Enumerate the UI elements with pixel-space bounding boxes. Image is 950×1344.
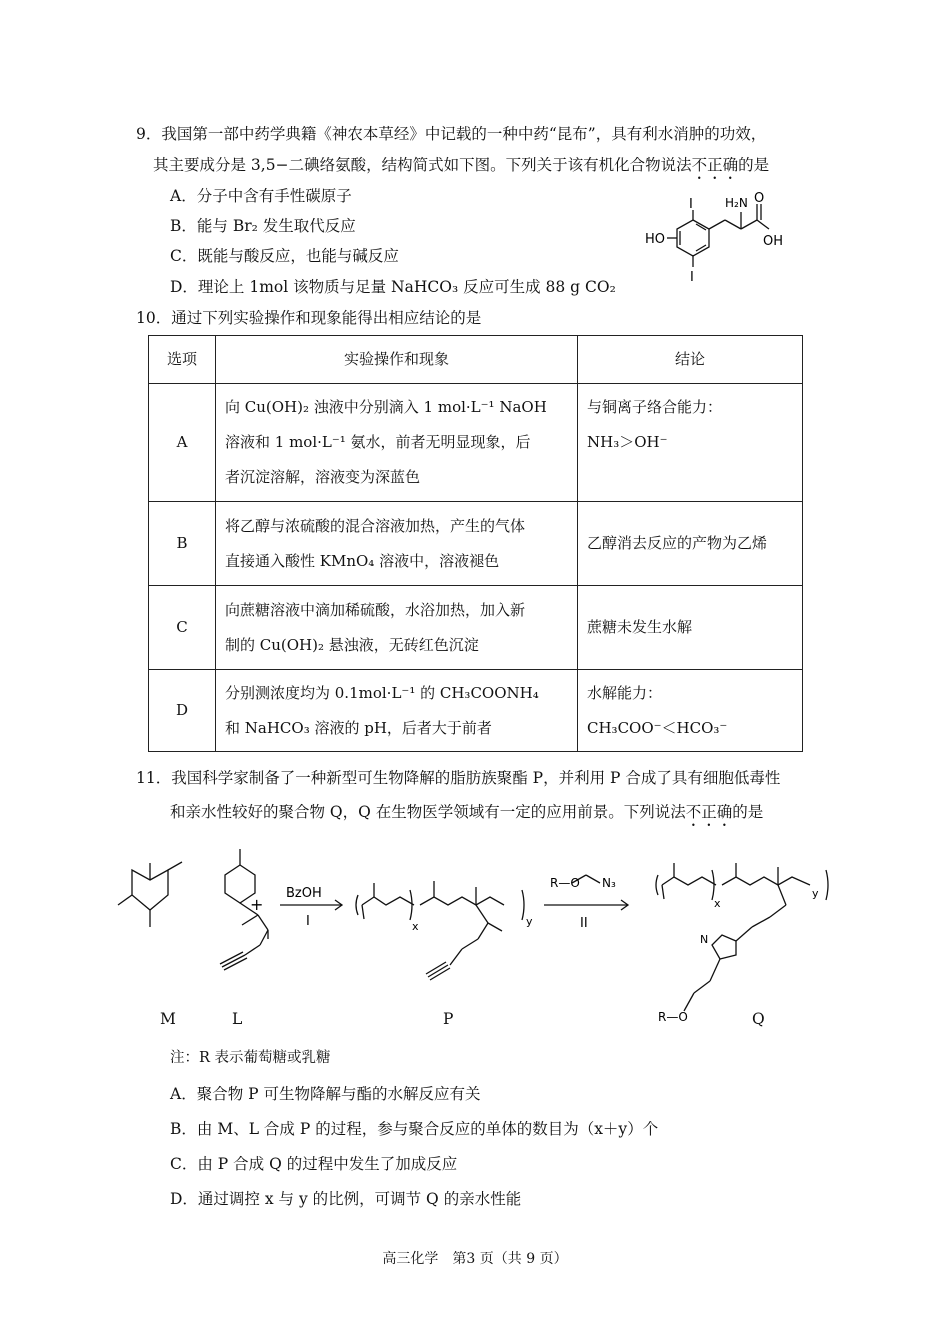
amino-label: H₂N	[725, 196, 748, 210]
row-c-label: C	[149, 586, 216, 670]
row-c-op-line2: 制的 Cu(OH)₂ 悬浊液，无砖红色沉淀	[225, 635, 479, 654]
q9-option-a[interactable]: A．分子中含有手性碳原子	[170, 187, 352, 205]
label-q: Q	[752, 1010, 765, 1028]
table-row	[149, 384, 803, 502]
row-d-label: D	[149, 670, 216, 752]
q11-option-c[interactable]: C．由 P 合成 Q 的过程中发生了加成反应	[170, 1155, 458, 1173]
q11-stem-line1: 11．我国科学家制备了一种新型可生物降解的脂肪族聚酯 P，并利用 P 合成了具有细胞低毒性	[136, 769, 781, 787]
row-a-op-line2: 溶液和 1 mol·L⁻¹ 氨水，前者无明显现象，后	[225, 433, 531, 451]
diiodotyrosine-structure	[615, 188, 815, 288]
subscript-y-q: y	[812, 887, 819, 900]
row-a-op-line3: 者沉淀溶解，溶液变为深蓝色	[225, 468, 421, 486]
q9-option-c[interactable]: C．既能与酸反应，也能与碱反应	[170, 247, 399, 265]
row-d-operation	[216, 670, 578, 752]
q9-option-d[interactable]: D．理论上 1mol 该物质与足量 NaHCO₃ 反应可生成 88 g CO₂	[170, 278, 616, 296]
q11-stem-end: 的是	[732, 803, 764, 821]
q11-option-d[interactable]: D．通过调控 x 与 y 的比例，可调节 Q 的亲水性能	[170, 1190, 522, 1208]
table-row	[149, 586, 803, 670]
q9-stem-end: 的是	[738, 156, 770, 174]
q11-stem-text: 和亲水性较好的聚合物 Q，Q 在生物医学领域有一定的应用前景。下列说法	[170, 803, 686, 821]
row-c-conclusion: 蔗糖未发生水解	[578, 586, 803, 670]
row-a-conclusion	[578, 384, 803, 502]
label-l: L	[232, 1010, 243, 1028]
reagent-bzoh: BzOH	[286, 886, 322, 901]
iodine-bottom-label: I	[690, 270, 694, 285]
header-conclusion: 结论	[578, 336, 803, 384]
row-a-operation	[216, 384, 578, 502]
row-d-op-line1: 分别测浓度均为 0.1mol·L⁻¹ 的 CH₃COONH₄	[225, 683, 539, 702]
row-b-op-line2: 直接通入酸性 KMnO₄ 溶液中，溶液褪色	[225, 551, 500, 570]
subscript-x-p: x	[412, 920, 419, 933]
triazole-n: N	[700, 933, 709, 946]
row-a-concl-line2: NH₃＞OH⁻	[587, 433, 668, 451]
step-label-i: I	[306, 914, 310, 929]
q-r-o-label: R—O	[658, 1010, 688, 1024]
q9-stem-line2	[153, 153, 769, 183]
experiment-table	[148, 335, 803, 752]
row-d-concl-line2: CH₃COO⁻＜HCO₃⁻	[587, 718, 728, 737]
header-option: 选项	[149, 336, 216, 384]
row-d-concl-line1: 水解能力：	[587, 683, 663, 702]
reagent-azide: N₃	[602, 876, 616, 890]
q9-option-b[interactable]: B．能与 Br₂ 发生取代反应	[170, 217, 356, 235]
q11-note: 注：R 表示葡萄糖或乳糖	[170, 1050, 331, 1066]
header-operation: 实验操作和现象	[216, 336, 578, 384]
table-row	[149, 502, 803, 586]
row-b-operation	[216, 502, 578, 586]
row-a-label: A	[149, 384, 216, 502]
row-b-label: B	[149, 502, 216, 586]
q11-option-a[interactable]: A．聚合物 P 可生物降解与酯的水解反应有关	[170, 1085, 481, 1103]
row-c-op-line1: 向蔗糖溶液中滴加稀硫酸，水浴加热，加入新	[225, 600, 526, 619]
table-header-row	[149, 336, 803, 384]
q10-stem: 10．通过下列实验操作和现象能得出相应结论的是	[136, 309, 482, 327]
row-d-op-line2: 和 NaHCO₃ 溶液的 pH，后者大于前者	[225, 718, 492, 737]
plus-sign: +	[250, 895, 264, 914]
reaction-scheme	[110, 835, 840, 1035]
carbonyl-o-label: O	[754, 191, 765, 206]
row-b-conclusion: 乙醇消去反应的产物为乙烯	[578, 502, 803, 586]
q9-stem-line1: 9．我国第一部中药学典籍《神农本草经》中记载的一种中药“昆布”，具有利水消肿的功效，	[136, 125, 767, 143]
row-a-op-line1: 向 Cu(OH)₂ 浊液中分别滴入 1 mol·L⁻¹ NaOH	[225, 398, 547, 416]
carboxyl-oh-label: OH	[763, 234, 784, 249]
row-d-conclusion	[578, 670, 803, 752]
q11-stem-line2	[170, 800, 763, 830]
page-footer: 高三化学 第3 页（共 9 页）	[382, 1251, 568, 1267]
q11-option-b[interactable]: B．由 M、L 合成 P 的过程，参与聚合反应的单体的数目为（x＋y）个	[170, 1120, 659, 1138]
subscript-y-p: y	[526, 915, 533, 928]
table-row	[149, 670, 803, 752]
q11-emphasis: 不正确	[685, 803, 733, 821]
subscript-x-q: x	[714, 897, 721, 910]
label-m: M	[160, 1010, 176, 1028]
q9-stem-text: 其主要成分是 3,5−二碘络氨酸，结构简式如下图。下列关于该有机化合物说法	[153, 156, 692, 174]
hydroxyl-label: HO	[645, 232, 666, 247]
step-label-ii: II	[580, 916, 588, 931]
label-p: P	[443, 1010, 454, 1028]
row-a-concl-line1: 与铜离子络合能力：	[587, 398, 723, 416]
q9-emphasis: 不正确	[691, 156, 739, 174]
row-b-op-line1: 将乙醇与浓硫酸的混合溶液加热，产生的气体	[225, 516, 526, 535]
iodine-top-label: I	[689, 197, 693, 212]
reagent-r-o: R—O	[550, 876, 580, 890]
row-c-operation	[216, 586, 578, 670]
